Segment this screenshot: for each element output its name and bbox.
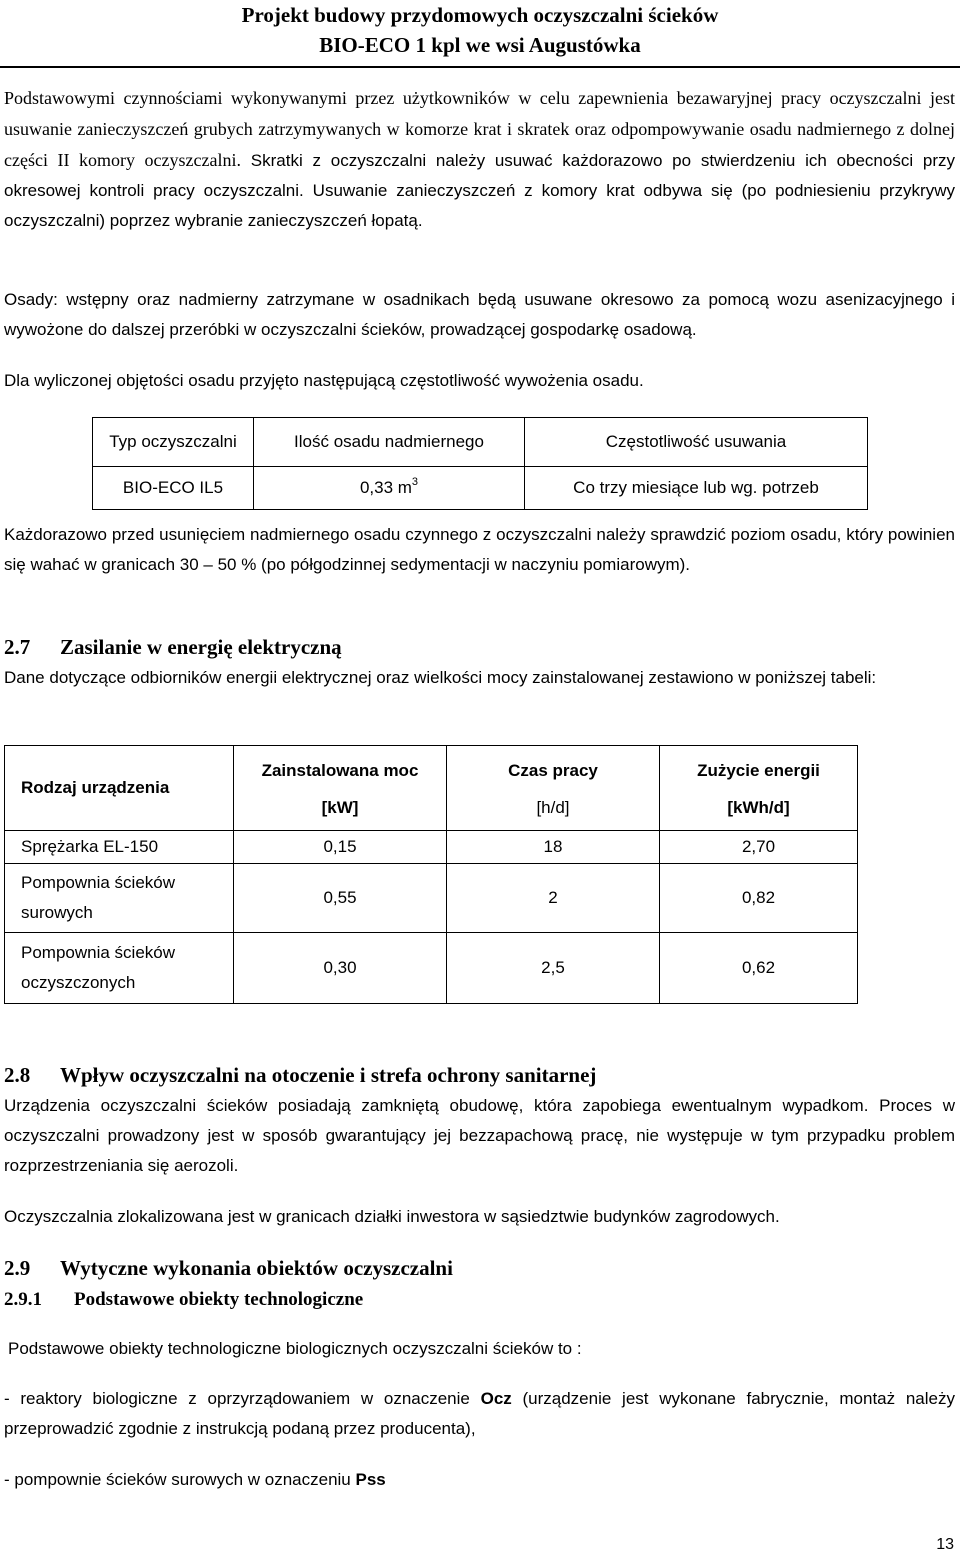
header-title: Projekt budowy przydomowych oczyszczalni ścieków [241,3,719,27]
energy-col-device: Rodzaj urządzenia [5,746,234,831]
device-name-line2: surowych [21,903,93,922]
energy-unit-energy: [kWh/d] [660,786,858,831]
list-item-code: Pss [355,1470,386,1489]
sludge-col-type: Typ oczyszczalni [93,418,254,467]
energy-col-energy: Zużycie energii [660,746,858,787]
page-number: 13 [936,1536,954,1553]
section-heading-2-9 [4,1253,453,1283]
energy-cell-time: 2,5 [447,933,660,1004]
energy-cell-device [5,933,234,1004]
energy-cell-energy: 0,62 [660,933,858,1004]
section-number: 2.7 [4,635,31,659]
energy-cell-time: 2 [447,864,660,933]
energy-cell-power: 0,55 [234,864,447,933]
section-title: Wytyczne wykonania obiektów oczyszczalni [60,1256,453,1280]
list-item [4,1384,955,1444]
page-header [0,0,960,68]
device-name-line1: Pompownia ścieków [21,943,176,962]
paragraph-maintenance-rest: Skratki z oczyszczalni należy usuwać każdorazowo po stwierdzeniu ich obecności przy okresowej kontroli pracy oczyszczalni. Usuwanie zanieczyszczeń z komory krat odbywa się (po podniesieniu przykrywy oczyszczalni) poprzez wybranie zanieczyszczeń łopatą. [4,151,956,230]
paragraph-energy-intro: Dane dotyczące odbiorników energii elektrycznej oraz wielkości mocy zainstalowanej zestawiono w poniższej tabeli: [4,668,877,687]
sludge-cell-amount [254,467,525,510]
paragraph-location: Oczyszczalnia zlokalizowana jest w granicach działki inwestora w sąsiedztwie budynków zagrodowych. [4,1207,780,1226]
energy-unit-time: [h/d] [447,786,660,831]
list-item [4,1465,955,1495]
section-heading-2-8 [4,1060,596,1090]
list-item-text-rest: (urządzenie jest wykonane fabrycznie, montaż należy przeprowadzić zgodnie z instrukcją podaną przez producenta), [4,1389,955,1438]
energy-table-header [5,746,858,787]
paragraph-maintenance-serif: Podstawowymi czynnościami wykonywanymi przez użytkowników w celu zapewnienia bezawaryjnej pracy oczyszczalni jest usuwanie zanieczyszczeń grubych zatrzymywanych w komorze krat i skratek oraz odpompowywanie osadu nadmiernego z dolnej części II komory oczyszczalni. [4,88,955,170]
table-row [5,933,858,1004]
device-name-line1: Pompownia ścieków [21,873,176,892]
paragraph-sludge-frequency: Dla wyliczonej objętości osadu przyjęto następującą częstotliwość wywożenia osadu. [4,371,644,390]
energy-cell-energy: 2,70 [660,831,858,864]
section-number: 2.8 [4,1063,31,1087]
energy-unit-power: [kW] [234,786,447,831]
section-heading-2-9-1 [4,1286,363,1314]
energy-cell-power: 0,30 [234,933,447,1004]
energy-col-power: Zainstalowana moc [234,746,447,787]
table-row [5,831,858,864]
list-item-code: Ocz [480,1389,512,1408]
sludge-col-amount: Ilość osadu nadmiernego [254,418,525,467]
section-title: Zasilanie w energię elektryczną [60,635,342,659]
energy-cell-device [5,864,234,933]
sludge-cell-frequency: Co trzy miesiące lub wg. potrzeb [525,467,868,510]
section-title: Podstawowe obiekty technologiczne [74,1289,364,1310]
energy-cell-time: 18 [447,831,660,864]
list-item-text: - reaktory biologiczne z oprzyrządowaniem w oznaczenie [4,1389,481,1408]
sludge-table [92,417,868,510]
sludge-cell-type: BIO-ECO IL5 [93,467,254,510]
section-heading-2-7 [4,632,342,662]
list-item-text: - pompownie ścieków surowych w oznaczeniu [4,1470,356,1489]
sludge-amount-value: 0,33 m [359,478,412,497]
section-number: 2.9.1 [4,1289,42,1310]
sludge-col-frequency: Częstotliwość usuwania [525,418,868,467]
paragraph-objects-intro: Podstawowe obiekty technologiczne biologicznych oczyszczalni ścieków to : [8,1339,582,1358]
energy-cell-device: Sprężarka EL-150 [5,831,234,864]
paragraph-check-level: Każdorazowo przed usunięciem nadmiernego osadu czynnego z oczyszczalni należy sprawdzić poziom osadu, który powinien się wahać w granicach 30 – 50 % (po półgodzinnej sedymentacji w naczyniu pomiarowym). [4,525,955,574]
device-name-line2: oczyszczonych [21,973,136,992]
paragraph-environment: Urządzenia oczyszczalni ścieków posiadają zamkniętą obudowę, która zapobiega ewentualnym wypadkom. Proces w oczyszczalni prowadzony jest w sposób gwarantujący jej bezzapachową pracę, nie występuje w tym przypadku problem rozprzestrzeniania się aerozoli. [4,1096,955,1175]
section-title: Wpływ oczyszczalni na otoczenie i strefa ochrony sanitarnej [60,1063,597,1087]
table-row [93,467,868,510]
energy-cell-energy: 0,82 [660,864,858,933]
table-row [5,864,858,933]
energy-col-time: Czas pracy [447,746,660,787]
energy-table [4,745,858,1004]
section-number: 2.9 [4,1256,31,1280]
paragraph-maintenance [4,83,955,236]
paragraph-sludge: Osady: wstępny oraz nadmierny zatrzymane w osadnikach będą usuwane okresowo za pomocą wozu asenizacyjnego i wywożone do dalszej przeróbki w oczyszczalni ścieków, prowadzącej gospodarkę osadową. [4,290,955,339]
energy-cell-power: 0,15 [234,831,447,864]
sludge-amount-exponent: 3 [411,476,419,488]
header-subtitle: BIO-ECO 1 kpl we wsi Augustówka [319,33,641,57]
sludge-table-header [93,418,868,467]
